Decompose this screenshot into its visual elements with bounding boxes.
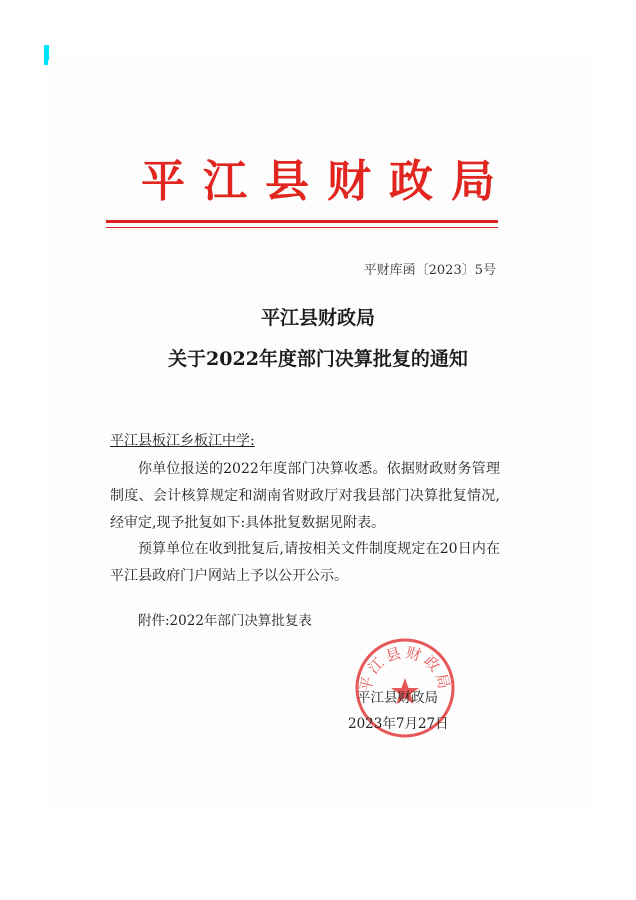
recipient: 平江县板江乡板江中学:: [110, 433, 255, 449]
issue-date: 2023年7月27日: [348, 716, 449, 732]
letterhead-title: 平江县财政局: [141, 156, 513, 207]
signer: 平江县财政局: [357, 690, 438, 706]
letterhead-rule-thick: [106, 220, 498, 223]
notice-issuer: 平江县财政局: [260, 307, 375, 329]
body-paragraph-1: 你单位报送的2022年度部门决算收悉。依据财政财务管理制度、会计核算规定和湖南省财政厅对我县部门决算批复情况,经审定,现予批复如下:具体批复数据见附表。: [110, 461, 500, 531]
seal-text: 平江县财政局: [356, 643, 454, 694]
attachment-note: 附件:2022年部门决算批复表: [138, 613, 312, 629]
letterhead-rule-thin: [106, 227, 498, 228]
body-paragraph-2: 预算单位在收到批复后,请按相关文件制度规定在20日内在平江县政府门户网站上予以公开公示。: [110, 541, 500, 584]
document-number: 平财库函〔2023〕5号: [363, 263, 496, 278]
notice-title: 关于2022年度部门决算批复的通知: [168, 348, 468, 370]
